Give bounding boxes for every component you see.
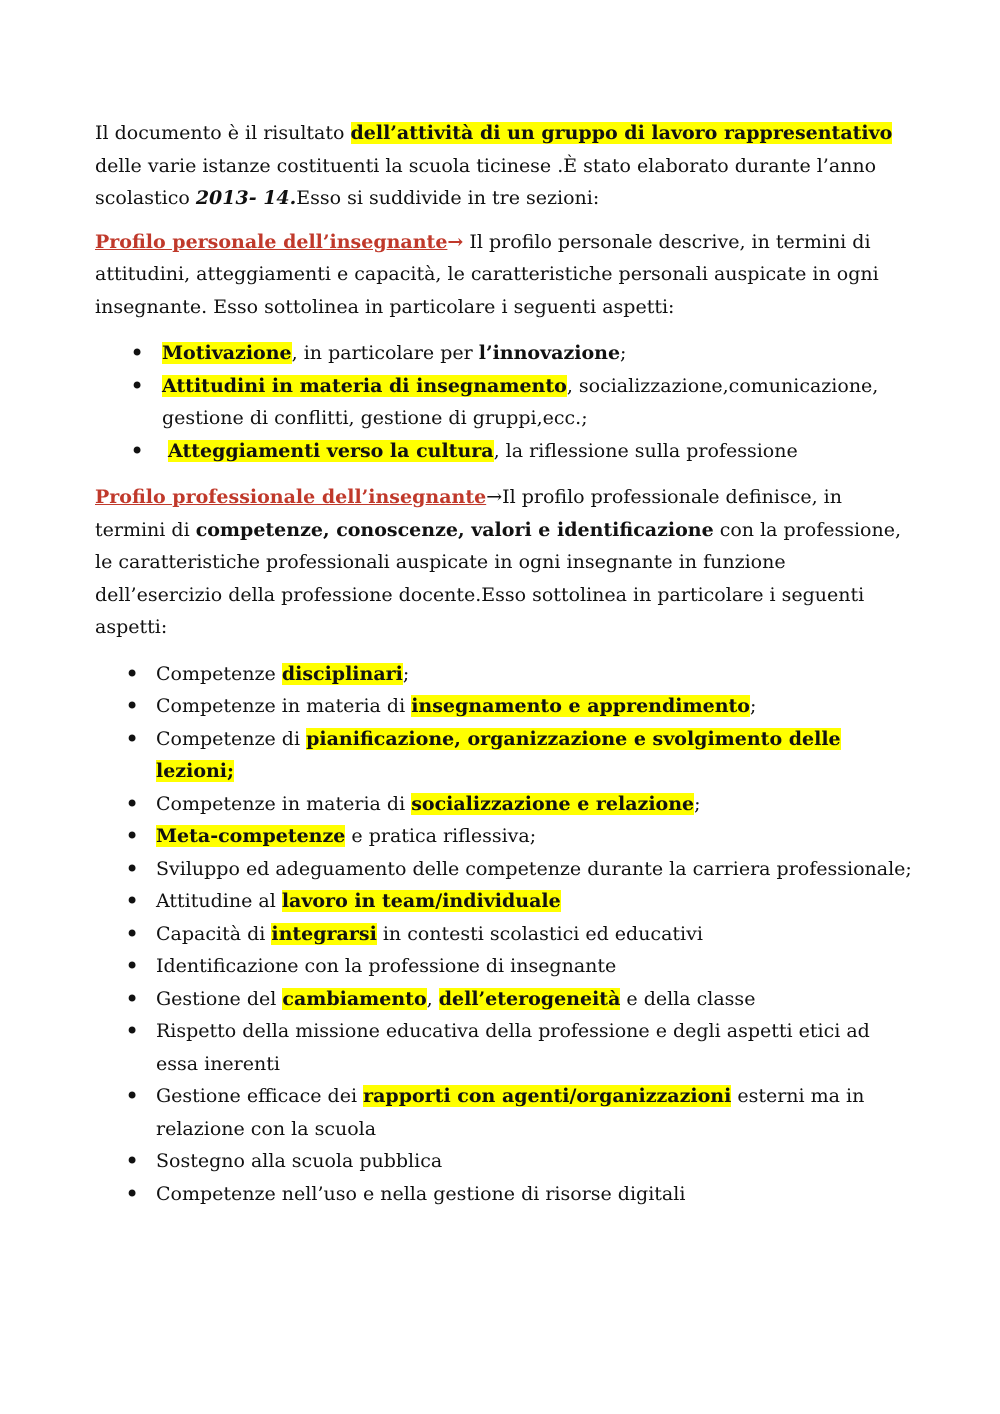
list-item: • Meta-competenze e pratica riflessiva; (95, 820, 915, 853)
intro-highlight: dell’attività di un gruppo di lavoro rappresentativo (350, 122, 893, 144)
intro-text-3: Esso si suddivide in tre sezioni: (296, 187, 600, 209)
list-item: • Sviluppo ed adeguamento delle competenze durante la carriera professionale; (95, 853, 915, 886)
list-item: • Gestione del cambiamento, dell’eterogeneità e della classe (95, 983, 915, 1016)
section-personal-profile (95, 226, 915, 324)
intro-text-2: delle varie istanze costituenti la scuola ticinese .È stato elaborato durante l’anno scolastico (95, 154, 877, 209)
arrow-icon: → (486, 486, 503, 508)
section-heading-personal: Profilo personale dell’insegnante (95, 230, 448, 253)
professional-aspects-list (95, 658, 915, 1211)
list-item: • Sostegno alla scuola pubblica (95, 1145, 915, 1178)
intro-text: Il documento è il risultato (95, 122, 351, 144)
section-text-2: con la professione, le caratteristiche professionali auspicate in ogni insegnante in funzione dell’esercizio della professione docente.Esso sottolinea in particolare i seguenti aspetti: (95, 518, 902, 638)
list-item: • Identificazione con la professione di insegnante (95, 950, 915, 983)
list-item: • Competenze in materia di socializzazione e relazione; (95, 788, 915, 821)
list-item: • Competenze di pianificazione, organizzazione e svolgimento delle lezioni; (95, 723, 915, 788)
list-item: • Attitudini in materia di insegnamento, socializzazione,comunicazione, gestione di conflitti, gestione di gruppi,ecc.; (95, 370, 915, 435)
list-item: • Atteggiamenti verso la cultura, la riflessione sulla professione (95, 435, 915, 468)
section-professional-profile (95, 481, 915, 644)
list-item: • Rispetto della missione educativa della professione e degli aspetti etici ad essa inerenti (95, 1015, 915, 1080)
school-year: 2013- 14. (195, 187, 297, 209)
section-heading-professional: Profilo professionale dell’insegnante (95, 486, 487, 508)
section-bold-text: competenze, conoscenze, valori e identificazione (195, 518, 714, 541)
list-item: • Competenze nell’uso e nella gestione di risorse digitali (95, 1178, 915, 1211)
document-body (95, 117, 915, 1210)
section-text: Il profilo professionale definisce, in termini di (95, 486, 842, 541)
intro-paragraph (95, 117, 915, 215)
list-item: • Capacità di integrarsi in contesti scolastici ed educativi (95, 918, 915, 951)
list-item: • Gestione efficace dei rapporti con agenti/organizzazioni esterni ma in relazione con la scuola (95, 1080, 915, 1145)
arrow-icon: → (447, 230, 464, 253)
personal-aspects-list (95, 337, 915, 467)
list-item: • Competenze disciplinari; (95, 658, 915, 691)
list-item: • Competenze in materia di insegnamento e apprendimento; (95, 690, 915, 723)
list-item: • Motivazione, in particolare per l’innovazione; (95, 337, 915, 370)
section-text: Il profilo personale descrive, in termini di attitudini, atteggiamenti e capacità, le caratteristiche personali auspicate in ogni insegnante. Esso sottolinea in particolare i seguenti aspetti: (95, 230, 879, 318)
list-item: • Attitudine al lavoro in team/individuale (95, 885, 915, 918)
